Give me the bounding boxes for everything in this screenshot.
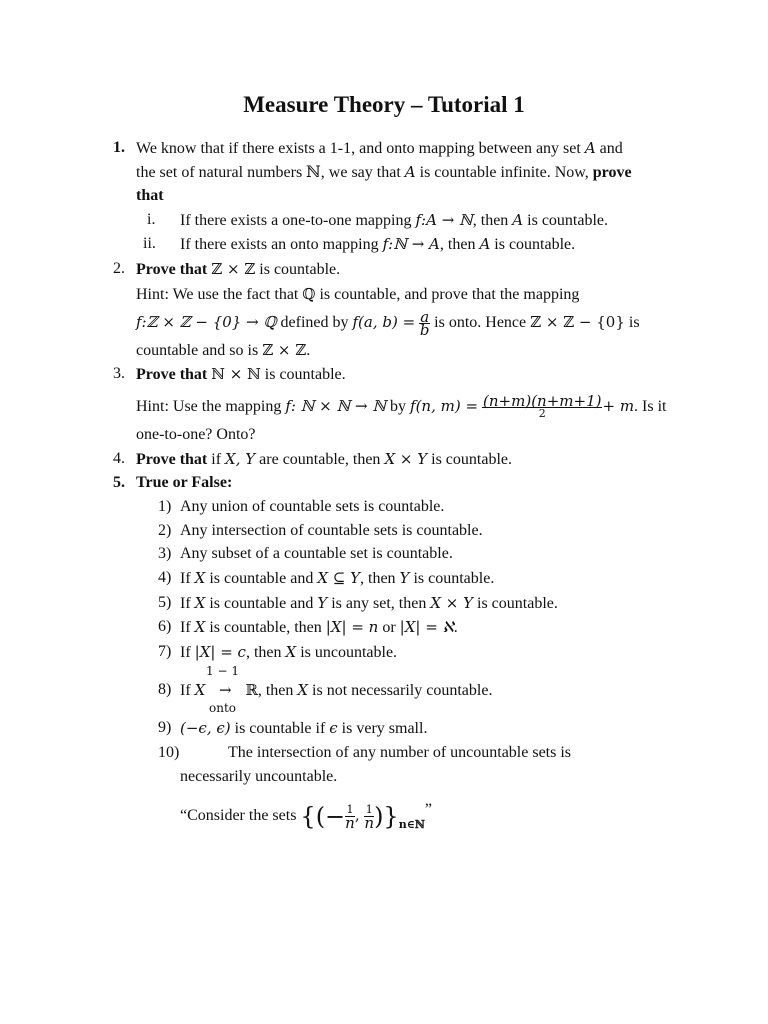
q2-hint-line-2: f:ℤ × ℤ − {0} → ℚ defined by f(a, b) = $\frac{a}{b}$ is onto. Hence ℤ × ℤ − {0} is — [136, 308, 640, 339]
q5-item-4-text: If X is countable and X ⊆ Y, then Y is countable. — [180, 569, 495, 587]
q1-line-1: We know that if there exists a 1-1, and onto mapping between any set A and — [136, 139, 623, 157]
q5-item-8-arrow-bottom: onto — [209, 701, 236, 715]
q5-item-1-text: Any union of countable sets is countable. — [180, 498, 445, 515]
q5-item-10-frac-left: $\frac{1}{n}$ — [345, 802, 355, 832]
q5-item-7-number: 7) — [158, 643, 172, 660]
q5-item-9-text: (−ϵ, ϵ) is countable if ϵ is very small. — [180, 719, 428, 737]
q3-fraction: $\frac{(n+m)(n+m+1)}{2}$ — [483, 392, 602, 420]
q5-item-8-arrow-top: 1 − 1 — [206, 664, 239, 678]
q5-item-2-number: 2) — [158, 522, 172, 539]
q5-item-10-line-2: necessarily uncountable. — [180, 768, 338, 785]
q2-hint-line-1: Hint: We use the fact that ℚ is countable, and prove that the mapping — [136, 285, 580, 303]
q5-item-8-number: 8) — [158, 681, 172, 698]
q1-number: 1. — [113, 139, 125, 156]
q1-line-2: the set of natural numbers ℕ, we say that A is countable infinite. Now, prove — [136, 163, 632, 181]
q3-hint-line-1: Hint: Use the mapping f: ℕ × ℕ → ℕ by f(n, m) = $\frac{(n+m)(n+m+1)}{2}$ + m. Is it — [136, 392, 667, 420]
q4-number: 4. — [113, 450, 125, 467]
q5-item-7-text: If |X| = c, then X is uncountable. — [180, 643, 398, 661]
q5-item-3-number: 3) — [158, 545, 172, 562]
q5-item-6-number: 6) — [158, 618, 172, 635]
q2-statement: Prove that ℤ × ℤ is countable. — [136, 260, 341, 278]
q1-i-text: If there exists a one-to-one mapping f:A → ℕ, then A is countable. — [180, 211, 609, 229]
q5-item-2-text: Any intersection of countable sets is countable. — [180, 522, 483, 539]
q3-hint-line-2: one-to-one? Onto? — [136, 426, 256, 443]
q3-statement: Prove that ℕ × ℕ is countable. — [136, 365, 346, 383]
q2-fraction: $\frac{a}{b}$ — [419, 308, 430, 339]
q5-item-5-number: 5) — [158, 594, 172, 611]
q5-item-9-number: 9) — [158, 719, 172, 736]
q5-item-1-number: 1) — [158, 498, 172, 515]
q2-hint-line-3: countable and so is ℤ × ℤ. — [136, 341, 311, 359]
q5-item-10-frac-right: $\frac{1}{n}$ — [364, 802, 375, 832]
q1-i-number: i. — [147, 211, 156, 228]
q1-line-3: that — [136, 187, 164, 204]
q5-item-4-number: 4) — [158, 569, 172, 586]
q5-item-8-arrow: → — [219, 681, 232, 699]
q5-number: 5. — [113, 474, 125, 491]
q3-number: 3. — [113, 365, 125, 382]
q5-item-10-line-1: The intersection of any number of uncountable sets is — [228, 744, 572, 761]
q2-number: 2. — [113, 260, 125, 277]
q1-ii-number: ii. — [143, 235, 156, 252]
q1-ii-text: If there exists an onto mapping f:ℕ → A, then A is countable. — [180, 235, 576, 253]
q5-heading: True or False: — [136, 474, 233, 491]
q4-statement: Prove that if X, Y are countable, then X × Y is countable. — [136, 450, 512, 468]
q5-item-10-number: 10) — [158, 744, 180, 761]
q5-item-10-line-3: “Consider the sets {(− $\frac{1}{n}$ , $\frac{1}{n}$ )}$_{n\in ℕ}$” — [180, 801, 433, 832]
page-title: Measure Theory – Tutorial 1 — [243, 92, 525, 117]
q5-item-6-text: If X is countable, then |X| = n or |X| = ℵ. — [180, 618, 458, 636]
q5-item-8-text: If X → ℝ, then X is not necessarily countable. — [180, 681, 493, 699]
q5-item-5-text: If X is countable and Y is any set, then X × Y is countable. — [180, 594, 558, 612]
q5-item-3-text: Any subset of a countable set is countable. — [180, 545, 453, 562]
